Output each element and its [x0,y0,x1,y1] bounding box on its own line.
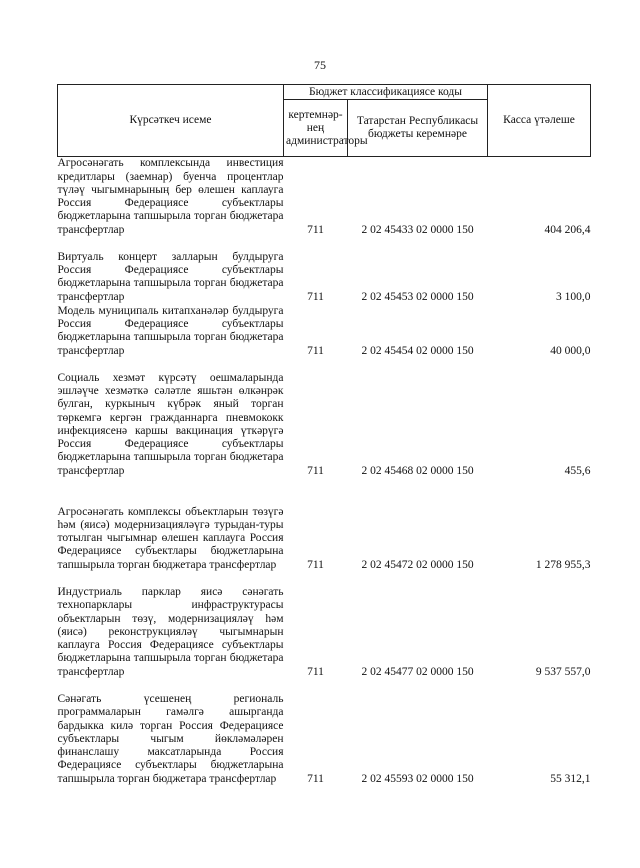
header-kassa: Касса үтәлеше [488,85,591,157]
header-budget-code: Бюджет классификациясе коды [284,85,488,100]
row-admin: 711 [307,772,324,785]
row-admin: 711 [307,464,324,477]
row-code: 2 02 45593 02 0000 150 [361,772,474,785]
row-kassa: 9 537 557,0 [535,665,591,678]
row-name: Социаль хезмәт күрсәтү оешмаларында эшләүче хезмәткә сәләтле яшьтән өлкәнрәк булган, куркыныч күбрәк яный торган төркемгә кергән гражданнарга пневмококк инфекциясенә каршы вакцинация үткәрүгә Россия Федерациясе субъектлары бюджетларына тапшырыла торган бюджетара трансфертлар [57,371,284,477]
page-number: 75 [314,58,326,72]
table-row [58,304,591,358]
row-name: Агросәнәгать комплексы объектларын төзүгә һәм (яисә) модернизацияләүгә турыдан-туры тотылган чыгымнар өлешен каплауга Россия Федерациясе субъектлары бюджетларына тапшырыла торган бюджетара трансфертлар [57,505,284,571]
row-code: 2 02 45477 02 0000 150 [361,665,474,678]
row-kassa: 1 278 955,3 [535,558,591,571]
row-kassa: 55 312,1 [550,772,591,785]
row-code: 2 02 45468 02 0000 150 [361,464,474,477]
table-row [58,237,591,304]
table-row [58,157,591,238]
row-admin: 711 [307,290,324,303]
budget-table [57,84,591,786]
header-admin: кертемнәр-нең администраторы [284,100,348,157]
row-code: 2 02 45433 02 0000 150 [361,223,474,236]
row-kassa: 455,6 [564,464,591,477]
table-row [58,679,591,786]
row-name: Модель муниципаль китапханәләр булдыруга Россия Федерациясе субъектлары бюджетларына тапшырыла торган бюджетара трансфертлар [57,304,284,357]
table-row [58,478,591,572]
row-kassa: 404 206,4 [544,223,591,236]
row-code: 2 02 45454 02 0000 150 [361,344,474,357]
row-admin: 711 [307,344,324,357]
header-indicator: Күрсәткеч исеме [58,85,284,157]
table-row [58,572,591,679]
row-admin: 711 [307,223,324,236]
row-admin: 711 [307,558,324,571]
row-name: Агросәнәгать комплексында инвестиция кредитлары (заемнар) буенча процентлар түләү чыгымнарының бер өлешен каплауга Россия Федерациясе субъектлары бюджетларына тапшырыла торган бюджетара трансфертлар [57,157,284,236]
row-code: 2 02 45453 02 0000 150 [361,290,474,303]
row-name: Индустриаль парклар яисә сәнәгать технопарклары инфраструктурасы объектларын төзү, модернизацияләү һәм (яисә) реконструкцияләү чыгымнарын каплауга Россия Федерациясе субъектлары бюджетларына тапшырыла торган бюджетара трансфертлар [57,585,284,678]
row-name: Сәнәгать үсешенең региональ программаларын гамәлгә ашырганда бардыкка килә торган Россия Федерациясе субъектлары чыгым йөкләмәләрен финанслашу максатларында Россия Федерациясе субъектлары бюджетларына тапшырыла торган бюджетара трансфертлар [57,692,284,785]
header-revenue: Татарстан Республикасы бюджеты керемнәре [348,100,488,157]
table-row [58,358,591,478]
row-name: Виртуаль концерт залларын булдыруга Россия Федерациясе субъектлары бюджетларына тапшырыла торган бюджетара трансфертлар [57,250,284,303]
row-kassa: 3 100,0 [556,290,591,303]
row-code: 2 02 45472 02 0000 150 [361,558,474,571]
row-admin: 711 [307,665,324,678]
row-kassa: 40 000,0 [550,344,591,357]
